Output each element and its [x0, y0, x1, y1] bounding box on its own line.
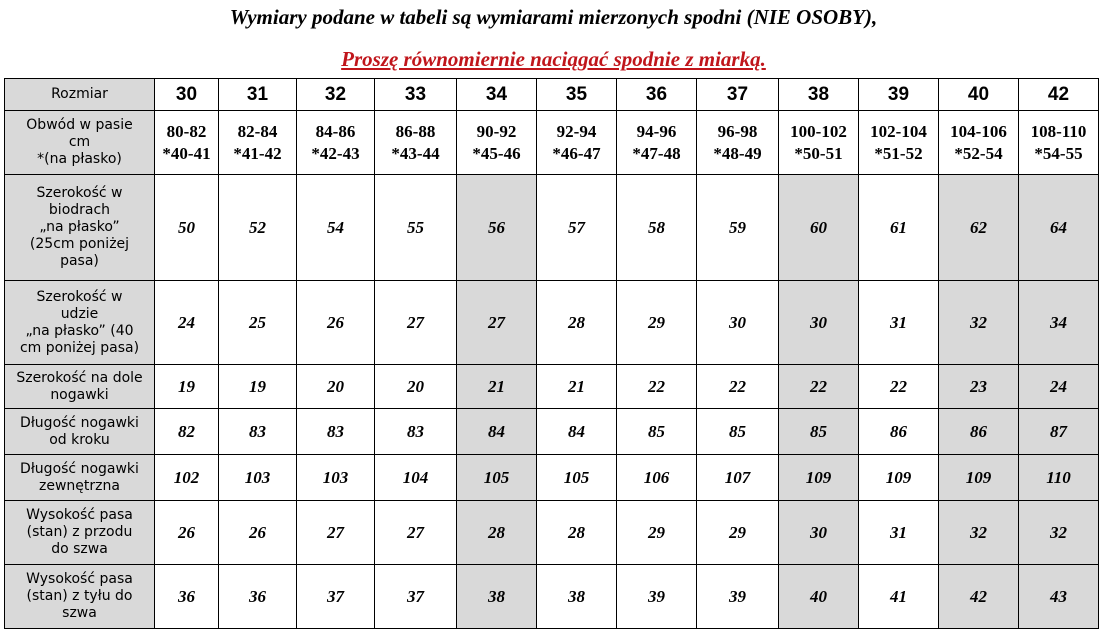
table-cell: 85: [697, 409, 779, 455]
row-label: Szerokość w biodrach „na płasko” (25cm poniżej pasa): [5, 175, 155, 281]
table-cell: 42: [939, 565, 1019, 629]
size-label: Rozmiar: [5, 79, 155, 111]
table-cell: 107: [697, 455, 779, 501]
table-cell: 57: [537, 175, 617, 281]
table-cell: 38: [537, 565, 617, 629]
table-cell: 30: [697, 281, 779, 365]
size-header: 35: [537, 79, 617, 111]
table-cell: 37: [375, 565, 457, 629]
table-cell: 109: [939, 455, 1019, 501]
table-cell: 59: [697, 175, 779, 281]
table-cell: 43: [1019, 565, 1099, 629]
table-cell: 24: [1019, 365, 1099, 409]
table-cell: 102-104 *51-52: [859, 111, 939, 175]
table-cell: 50: [155, 175, 219, 281]
table-cell: 31: [859, 281, 939, 365]
size-header: 30: [155, 79, 219, 111]
size-header: 31: [219, 79, 297, 111]
table-cell: 54: [297, 175, 375, 281]
table-cell: 25: [219, 281, 297, 365]
size-header: 33: [375, 79, 457, 111]
row-label: Szerokość na dole nogawki: [5, 365, 155, 409]
table-cell: 62: [939, 175, 1019, 281]
table-cell: 23: [939, 365, 1019, 409]
table-cell: 84: [457, 409, 537, 455]
table-cell: 41: [859, 565, 939, 629]
table-cell: 64: [1019, 175, 1099, 281]
table-cell: 85: [617, 409, 697, 455]
table-cell: 83: [297, 409, 375, 455]
row-label: Szerokość w udzie „na płasko” (40 cm poniżej pasa): [5, 281, 155, 365]
table-cell: 80-82 *40-41: [155, 111, 219, 175]
table-cell: 36: [155, 565, 219, 629]
table-cell: 109: [779, 455, 859, 501]
table-cell: 20: [297, 365, 375, 409]
size-header: 40: [939, 79, 1019, 111]
size-header: 37: [697, 79, 779, 111]
size-header: 42: [1019, 79, 1099, 111]
table-cell: 100-102 *50-51: [779, 111, 859, 175]
table-cell: 30: [779, 281, 859, 365]
table-row: [5, 79, 1099, 111]
table-cell: 87: [1019, 409, 1099, 455]
table-cell: 28: [457, 501, 537, 565]
table-row: [5, 281, 1099, 365]
table-cell: 27: [375, 281, 457, 365]
notice-measurements: Wymiary podane w tabeli są wymiarami mierzonych spodni (NIE OSOBY),: [229, 5, 878, 29]
table-row: [5, 455, 1099, 501]
table-cell: 21: [537, 365, 617, 409]
table-cell: 103: [297, 455, 375, 501]
table-cell: 21: [457, 365, 537, 409]
table-cell: 31: [859, 501, 939, 565]
table-cell: 32: [939, 501, 1019, 565]
table-row: [5, 175, 1099, 281]
table-cell: 20: [375, 365, 457, 409]
table-cell: 26: [155, 501, 219, 565]
table-cell: 27: [457, 281, 537, 365]
table-cell: 22: [779, 365, 859, 409]
table-cell: 19: [219, 365, 297, 409]
table-cell: 32: [1019, 501, 1099, 565]
table-cell: 39: [617, 565, 697, 629]
table-cell: 105: [537, 455, 617, 501]
size-header: 36: [617, 79, 697, 111]
table-cell: 24: [155, 281, 219, 365]
table-cell: 92-94 *46-47: [537, 111, 617, 175]
table-cell: 34: [1019, 281, 1099, 365]
table-cell: 30: [779, 501, 859, 565]
table-cell: 58: [617, 175, 697, 281]
table-cell: 32: [939, 281, 1019, 365]
table-cell: 106: [617, 455, 697, 501]
table-cell: 36: [219, 565, 297, 629]
table-cell: 82: [155, 409, 219, 455]
table-cell: 61: [859, 175, 939, 281]
table-cell: 29: [697, 501, 779, 565]
row-label: Wysokość pasa (stan) z tyłu do szwa: [5, 565, 155, 629]
table-row: [5, 409, 1099, 455]
table-cell: 38: [457, 565, 537, 629]
table-cell: 86: [939, 409, 1019, 455]
table-cell: 104: [375, 455, 457, 501]
table-cell: 60: [779, 175, 859, 281]
size-chart-table: [4, 78, 1099, 629]
table-cell: 110: [1019, 455, 1099, 501]
table-row: [5, 565, 1099, 629]
row-label: Wysokość pasa (stan) z przodu do szwa: [5, 501, 155, 565]
table-cell: 86-88 *43-44: [375, 111, 457, 175]
table-cell: 109: [859, 455, 939, 501]
size-header: 38: [779, 79, 859, 111]
table-cell: 83: [375, 409, 457, 455]
table-cell: 52: [219, 175, 297, 281]
table-cell: 83: [219, 409, 297, 455]
table-cell: 103: [219, 455, 297, 501]
table-row: [5, 501, 1099, 565]
table-cell: 102: [155, 455, 219, 501]
table-cell: 90-92 *45-46: [457, 111, 537, 175]
table-cell: 27: [375, 501, 457, 565]
table-cell: 104-106 *52-54: [939, 111, 1019, 175]
table-cell: 29: [617, 501, 697, 565]
table-cell: 26: [297, 281, 375, 365]
table-cell: 94-96 *47-48: [617, 111, 697, 175]
table-cell: 84-86 *42-43: [297, 111, 375, 175]
table-cell: 28: [537, 281, 617, 365]
size-header: 39: [859, 79, 939, 111]
table-cell: 37: [297, 565, 375, 629]
table-cell: 27: [297, 501, 375, 565]
row-label: Długość nogawki zewnętrzna: [5, 455, 155, 501]
table-cell: 55: [375, 175, 457, 281]
table-cell: 108-110 *54-55: [1019, 111, 1099, 175]
table-cell: 39: [697, 565, 779, 629]
table-cell: 29: [617, 281, 697, 365]
table-cell: 19: [155, 365, 219, 409]
table-cell: 40: [779, 565, 859, 629]
row-label: Długość nogawki od kroku: [5, 409, 155, 455]
table-cell: 84: [537, 409, 617, 455]
notice-instruction: Proszę równomiernie naciągać spodnie z miarką.: [341, 47, 766, 71]
table-row: [5, 365, 1099, 409]
table-cell: 22: [859, 365, 939, 409]
table-cell: 96-98 *48-49: [697, 111, 779, 175]
table-row: [5, 111, 1099, 175]
table-cell: 105: [457, 455, 537, 501]
table-cell: 22: [697, 365, 779, 409]
table-cell: 85: [779, 409, 859, 455]
table-cell: 56: [457, 175, 537, 281]
row-label: Obwód w pasie cm *(na płasko): [5, 111, 155, 175]
size-header: 34: [457, 79, 537, 111]
table-cell: 28: [537, 501, 617, 565]
table-cell: 82-84 *41-42: [219, 111, 297, 175]
table-cell: 26: [219, 501, 297, 565]
table-cell: 22: [617, 365, 697, 409]
table-cell: 86: [859, 409, 939, 455]
size-header: 32: [297, 79, 375, 111]
